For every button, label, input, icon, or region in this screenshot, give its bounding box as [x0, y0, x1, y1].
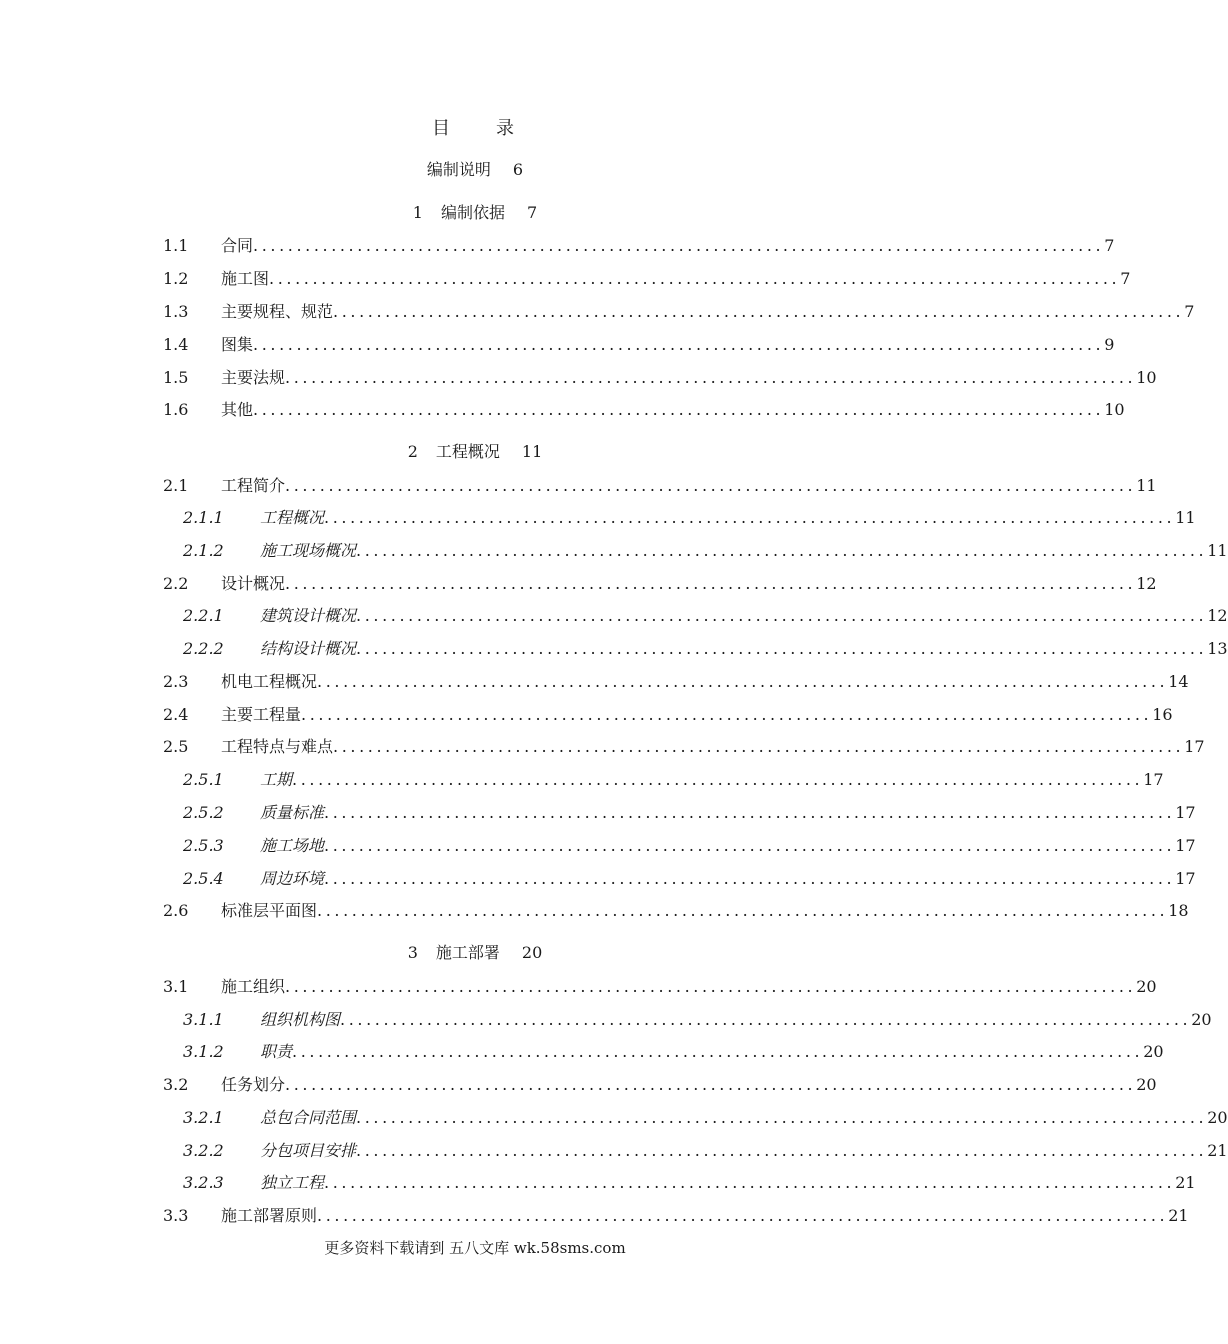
toc-entry[interactable] [163, 976, 1157, 998]
toc-entry-page: 10 [1104, 400, 1125, 419]
toc-entry-page: 17 [1184, 737, 1205, 756]
toc-entry-page: 17 [1175, 836, 1196, 855]
toc-entry[interactable] [163, 301, 1195, 323]
toc-leader-dots: .................................................................................................. [292, 770, 1144, 789]
footer-watermark-text: 更多资料下载请到 五八文库 wk.58sms.com [324, 1239, 626, 1257]
toc-entry-label: 总包合同范围 [260, 1108, 357, 1127]
toc-leader-dots: .................................................................................................. [253, 236, 1105, 255]
toc-leader-dots: .................................................................................................. [356, 541, 1208, 560]
toc-entry-label: 分包项目安排 [260, 1141, 357, 1160]
toc-entry-number: 2.4 [163, 705, 189, 724]
toc-entry-label: 结构设计概况 [260, 639, 357, 658]
toc-entry-number: 2.1.2 [183, 541, 224, 560]
toc-heading-number: 2 [407, 442, 418, 461]
toc-entry[interactable] [163, 573, 1157, 595]
toc-entry-page: 21 [1207, 1141, 1228, 1160]
toc-entry-page: 21 [1168, 1206, 1189, 1225]
toc-leader-dots: .................................................................................................. [340, 1010, 1192, 1029]
toc-entry-label: 独立工程 [260, 1173, 325, 1192]
toc-subentry[interactable] [183, 868, 1196, 890]
toc-subentry[interactable] [183, 507, 1196, 529]
toc-heading-page: 6 [512, 160, 524, 179]
toc-entry-number: 2.5.1 [183, 770, 224, 789]
toc-entry-label: 周边环境 [260, 869, 325, 888]
toc-leader-dots: .................................................................................................. [356, 606, 1208, 625]
toc-entry-label: 建筑设计概况 [260, 606, 357, 625]
toc-heading-label: 编制说明 [426, 160, 491, 179]
toc-entry-page: 14 [1168, 672, 1189, 691]
toc-entry-number: 1.5 [163, 368, 189, 387]
toc-leader-dots: .................................................................................................. [356, 1108, 1208, 1127]
toc-leader-dots: .................................................................................................. [324, 836, 1176, 855]
toc-entry-page: 20 [1207, 1108, 1228, 1127]
toc-leader-dots: .................................................................................................. [356, 639, 1208, 658]
toc-entry-page: 7 [1184, 302, 1195, 321]
toc-entry-number: 1.6 [163, 400, 189, 419]
toc-entry-label: 设计概况 [221, 574, 286, 593]
toc-subentry[interactable] [183, 802, 1196, 824]
toc-heading-label: 施工部署 [435, 943, 500, 962]
toc-entry[interactable] [163, 736, 1205, 758]
toc-leader-dots: .................................................................................................. [269, 269, 1121, 288]
toc-leader-dots: .................................................................................................. [324, 869, 1176, 888]
toc-entry-label: 其他 [221, 400, 254, 419]
toc-heading[interactable] [0, 159, 950, 181]
toc-subentry[interactable] [183, 835, 1196, 857]
toc-leader-dots: .................................................................................................. [324, 508, 1176, 527]
toc-subentry[interactable] [183, 1140, 1228, 1162]
toc-entry-page: 11 [1175, 508, 1196, 527]
toc-entry-label: 质量标准 [260, 803, 325, 822]
toc-entry-label: 图集 [221, 335, 254, 354]
toc-entry[interactable] [163, 367, 1157, 389]
toc-entry-number: 2.1 [163, 476, 189, 495]
toc-leader-dots: .................................................................................................. [333, 302, 1185, 321]
toc-leader-dots: .................................................................................................. [324, 1173, 1176, 1192]
toc-entry-page: 20 [1143, 1042, 1164, 1061]
toc-entry-page: 20 [1136, 1075, 1157, 1094]
toc-entry-page: 13 [1207, 639, 1228, 658]
toc-leader-dots: .................................................................................................. [285, 977, 1137, 996]
toc-heading-page: 11 [521, 442, 543, 461]
toc-entry-label: 合同 [221, 236, 254, 255]
toc-entry-label: 主要规程、规范 [221, 302, 334, 321]
toc-entry-label: 标准层平面图 [221, 901, 318, 920]
toc-entry-label: 主要工程量 [221, 705, 302, 724]
toc-leader-dots: .................................................................................................. [324, 803, 1176, 822]
toc-entry-number: 1.3 [163, 302, 189, 321]
toc-entry[interactable] [163, 268, 1131, 290]
toc-subentry[interactable] [183, 769, 1164, 791]
toc-entry-page: 12 [1136, 574, 1157, 593]
toc-entry-number: 2.5.2 [183, 803, 224, 822]
toc-entry-number: 3.3 [163, 1206, 189, 1225]
toc-entry-page: 9 [1104, 335, 1115, 354]
toc-subentry[interactable] [183, 605, 1228, 627]
toc-entry-page: 17 [1143, 770, 1164, 789]
toc-heading-number: 3 [407, 943, 418, 962]
toc-entry-label: 工程简介 [221, 476, 286, 495]
toc-entry-number: 2.1.1 [183, 508, 224, 527]
toc-subentry[interactable] [183, 1041, 1164, 1063]
toc-entry-number: 3.2.3 [183, 1173, 224, 1192]
toc-entry-number: 2.5.3 [183, 836, 224, 855]
toc-entry-number: 3.1.2 [183, 1042, 224, 1061]
toc-entry-number: 1.1 [163, 236, 189, 255]
toc-entry-number: 3.2.1 [183, 1108, 224, 1127]
toc-entry-number: 2.2 [163, 574, 189, 593]
toc-entry-page: 11 [1136, 476, 1157, 495]
toc-leader-dots: .................................................................................................. [301, 705, 1153, 724]
toc-entry[interactable] [163, 399, 1125, 421]
toc-entry-number: 3.2.2 [183, 1141, 224, 1160]
toc-heading-page: 7 [527, 203, 538, 222]
toc-entry[interactable] [163, 671, 1189, 693]
toc-entry-page: 21 [1175, 1173, 1196, 1192]
toc-leader-dots: .................................................................................................. [253, 400, 1105, 419]
toc-entry-label: 组织机构图 [260, 1010, 341, 1029]
toc-entry-number: 3.1.1 [183, 1010, 224, 1029]
toc-entry-number: 3.1 [163, 977, 189, 996]
toc-entry[interactable] [163, 704, 1173, 726]
toc-entry-label: 任务划分 [221, 1075, 286, 1094]
toc-entry-page: 7 [1104, 236, 1115, 255]
toc-entry[interactable] [163, 1205, 1189, 1227]
toc-entry-label: 施工组织 [221, 977, 286, 996]
toc-entry[interactable] [163, 334, 1115, 356]
toc-entry[interactable] [163, 475, 1157, 497]
toc-entry-page: 10 [1136, 368, 1157, 387]
toc-entry-page: 16 [1152, 705, 1173, 724]
toc-entry-number: 1.4 [163, 335, 189, 354]
toc-entry-page: 18 [1168, 901, 1189, 920]
toc-heading-label: 工程概况 [435, 442, 500, 461]
toc-entry-number: 2.6 [163, 901, 189, 920]
toc-leader-dots: .................................................................................................. [333, 737, 1185, 756]
toc-heading-label: 编制依据 [440, 203, 505, 222]
toc-leader-dots: .................................................................................................. [285, 574, 1137, 593]
toc-entry-label: 工程概况 [260, 508, 325, 527]
toc-entry-label: 主要法规 [221, 368, 286, 387]
toc-entry[interactable] [163, 235, 1115, 257]
toc-leader-dots: .................................................................................................. [285, 1075, 1137, 1094]
toc-entry-label: 工程特点与难点 [221, 737, 334, 756]
toc-entry-number: 2.2.2 [183, 639, 224, 658]
toc-heading[interactable] [0, 441, 950, 463]
toc-leader-dots: .................................................................................................. [285, 368, 1137, 387]
toc-entry-label: 工期 [260, 770, 293, 789]
toc-leader-dots: .................................................................................................. [317, 901, 1169, 920]
toc-entry-label: 施工场地 [260, 836, 325, 855]
toc-entry-number: 2.3 [163, 672, 189, 691]
toc-subentry[interactable] [183, 540, 1228, 562]
toc-entry-label: 职责 [260, 1042, 293, 1061]
toc-entry-label: 施工部署原则 [221, 1206, 318, 1225]
toc-title: 目 录 [432, 118, 528, 139]
toc-entry-number: 1.2 [163, 269, 189, 288]
toc-entry[interactable] [163, 1074, 1157, 1096]
toc-leader-dots: .................................................................................................. [317, 1206, 1169, 1225]
toc-entry-page: 20 [1191, 1010, 1212, 1029]
toc-entry-number: 2.5.4 [183, 869, 224, 888]
toc-entry[interactable] [163, 900, 1189, 922]
toc-leader-dots: .................................................................................................. [285, 476, 1137, 495]
toc-entry-page: 12 [1207, 606, 1228, 625]
toc-heading-page: 20 [521, 943, 543, 962]
toc-subentry[interactable] [183, 1107, 1228, 1129]
toc-leader-dots: .................................................................................................. [292, 1042, 1144, 1061]
toc-entry-page: 17 [1175, 803, 1196, 822]
toc-heading[interactable] [0, 942, 950, 964]
toc-entry-number: 2.2.1 [183, 606, 224, 625]
toc-entry-number: 2.5 [163, 737, 189, 756]
toc-subentry[interactable] [183, 638, 1228, 660]
toc-subentry[interactable] [183, 1009, 1212, 1031]
toc-entry-label: 施工现场概况 [260, 541, 357, 560]
toc-leader-dots: .................................................................................................. [253, 335, 1105, 354]
toc-entry-page: 20 [1136, 977, 1157, 996]
toc-entry-page: 7 [1120, 269, 1131, 288]
toc-entry-label: 施工图 [221, 269, 270, 288]
toc-entry-label: 机电工程概况 [221, 672, 318, 691]
toc-heading-number: 1 [412, 203, 423, 222]
toc-heading[interactable] [0, 202, 950, 224]
toc-subentry[interactable] [183, 1172, 1196, 1194]
toc-entry-page: 11 [1207, 541, 1228, 560]
toc-leader-dots: .................................................................................................. [356, 1141, 1208, 1160]
toc-leader-dots: .................................................................................................. [317, 672, 1169, 691]
toc-entry-number: 3.2 [163, 1075, 189, 1094]
toc-entry-page: 17 [1175, 869, 1196, 888]
